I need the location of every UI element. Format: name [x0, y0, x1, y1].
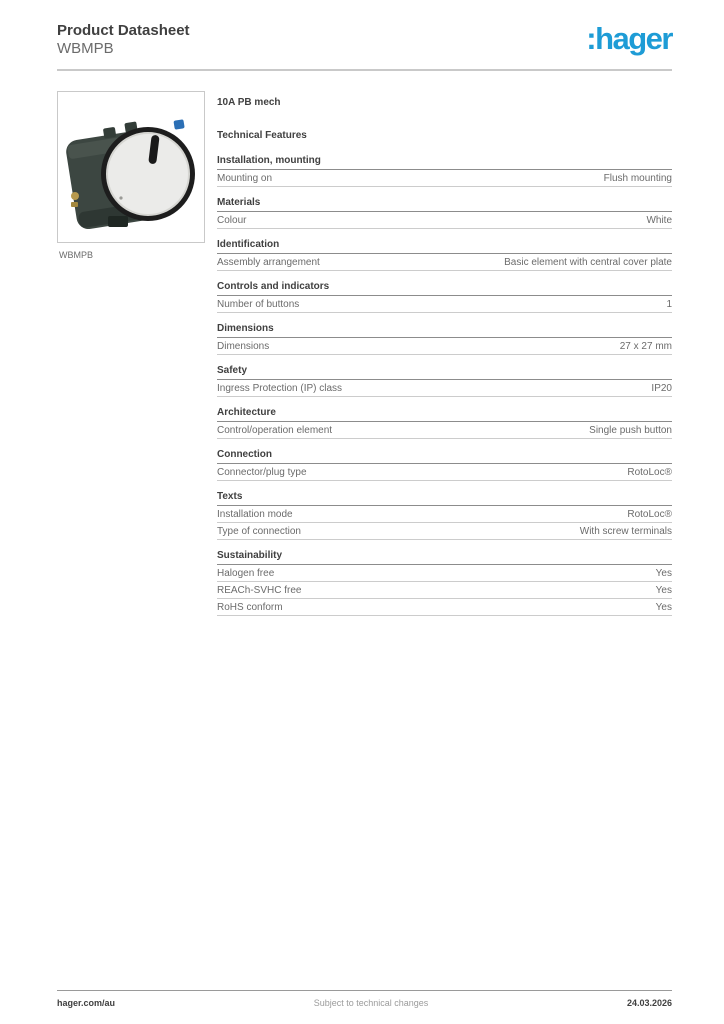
footer-disclaimer: Subject to technical changes [313, 998, 429, 1008]
header-titles [57, 22, 190, 58]
spec-row [217, 170, 672, 187]
spec-section [217, 323, 672, 355]
spec-row-label: REACh-SVHC free [217, 585, 302, 596]
spec-row-label: Halogen free [217, 568, 275, 579]
spec-section-title: Connection [217, 449, 672, 464]
spec-row-label: Type of connection [217, 526, 301, 537]
footer-date: 24.03.2026 [626, 998, 672, 1008]
spec-row [217, 582, 672, 599]
content-area [57, 91, 672, 626]
spec-section [217, 550, 672, 616]
spec-section-title: Controls and indicators [217, 281, 672, 296]
header-divider [57, 69, 672, 71]
spec-sections [217, 155, 672, 616]
product-image [57, 91, 205, 243]
spec-row-value: 1 [666, 299, 672, 310]
product-short-description: 10A PB mech [217, 97, 281, 108]
spec-row-value: With screw terminals [579, 526, 672, 537]
spec-row-label: Dimensions [217, 341, 270, 352]
spec-row [217, 523, 672, 540]
spec-section [217, 155, 672, 187]
spec-column [217, 91, 672, 626]
spec-section [217, 449, 672, 481]
spec-row-value: RotoLoc® [627, 509, 672, 520]
spec-section [217, 491, 672, 540]
spec-row [217, 422, 672, 439]
spec-section [217, 365, 672, 397]
hager-logo: :hager [586, 21, 672, 56]
spec-row-value: RotoLoc® [627, 467, 672, 478]
spec-row-label: Mounting on [217, 173, 273, 184]
spec-section-title: Safety [217, 365, 672, 380]
push-button-mechanism-illustration [58, 92, 204, 242]
spec-row [217, 254, 672, 271]
product-image-column [57, 91, 205, 626]
page-footer [57, 990, 672, 1008]
page-title: Product Datasheet [57, 22, 190, 39]
spec-row-value: Yes [655, 602, 672, 613]
spec-row-value: Yes [655, 585, 672, 596]
spec-row-value: Flush mounting [603, 173, 672, 184]
spec-section-title: Installation, mounting [217, 155, 672, 170]
spec-section-title: Sustainability [217, 550, 672, 565]
product-image-caption: WBMPB [59, 250, 94, 260]
spec-row-label: RoHS conform [217, 602, 283, 613]
spec-row-label: Connector/plug type [217, 467, 307, 478]
spec-section-title: Dimensions [217, 323, 672, 338]
footer-website-link[interactable]: hager.com/au [57, 998, 116, 1008]
spec-section [217, 407, 672, 439]
spec-row [217, 380, 672, 397]
spec-row-value: Single push button [589, 425, 672, 436]
spec-section [217, 239, 672, 271]
spec-section-title: Materials [217, 197, 672, 212]
page-header [57, 22, 672, 58]
spec-row-value: White [646, 215, 672, 226]
spec-row-label: Control/operation element [217, 425, 333, 436]
spec-row [217, 565, 672, 582]
spec-row [217, 212, 672, 229]
spec-section-title: Identification [217, 239, 672, 254]
spec-row-label: Assembly arrangement [217, 257, 320, 268]
spec-section-title: Architecture [217, 407, 672, 422]
spec-row [217, 464, 672, 481]
spec-row [217, 506, 672, 523]
technical-features-heading: Technical Features [217, 130, 307, 141]
spec-section [217, 197, 672, 229]
spec-row-label: Ingress Protection (IP) class [217, 383, 343, 394]
spec-row [217, 338, 672, 355]
spec-section [217, 281, 672, 313]
spec-row-label: Number of buttons [217, 299, 300, 310]
spec-row-value: Yes [655, 568, 672, 579]
product-code: WBMPB [57, 40, 114, 57]
spec-section-title: Texts [217, 491, 672, 506]
spec-row [217, 296, 672, 313]
spec-row-value: IP20 [651, 383, 672, 394]
spec-row-label: Colour [217, 215, 247, 226]
spec-row-value: 27 x 27 mm [619, 341, 672, 352]
spec-row-value: Basic element with central cover plate [504, 257, 672, 268]
spec-row-label: Installation mode [217, 509, 293, 520]
spec-row [217, 599, 672, 616]
